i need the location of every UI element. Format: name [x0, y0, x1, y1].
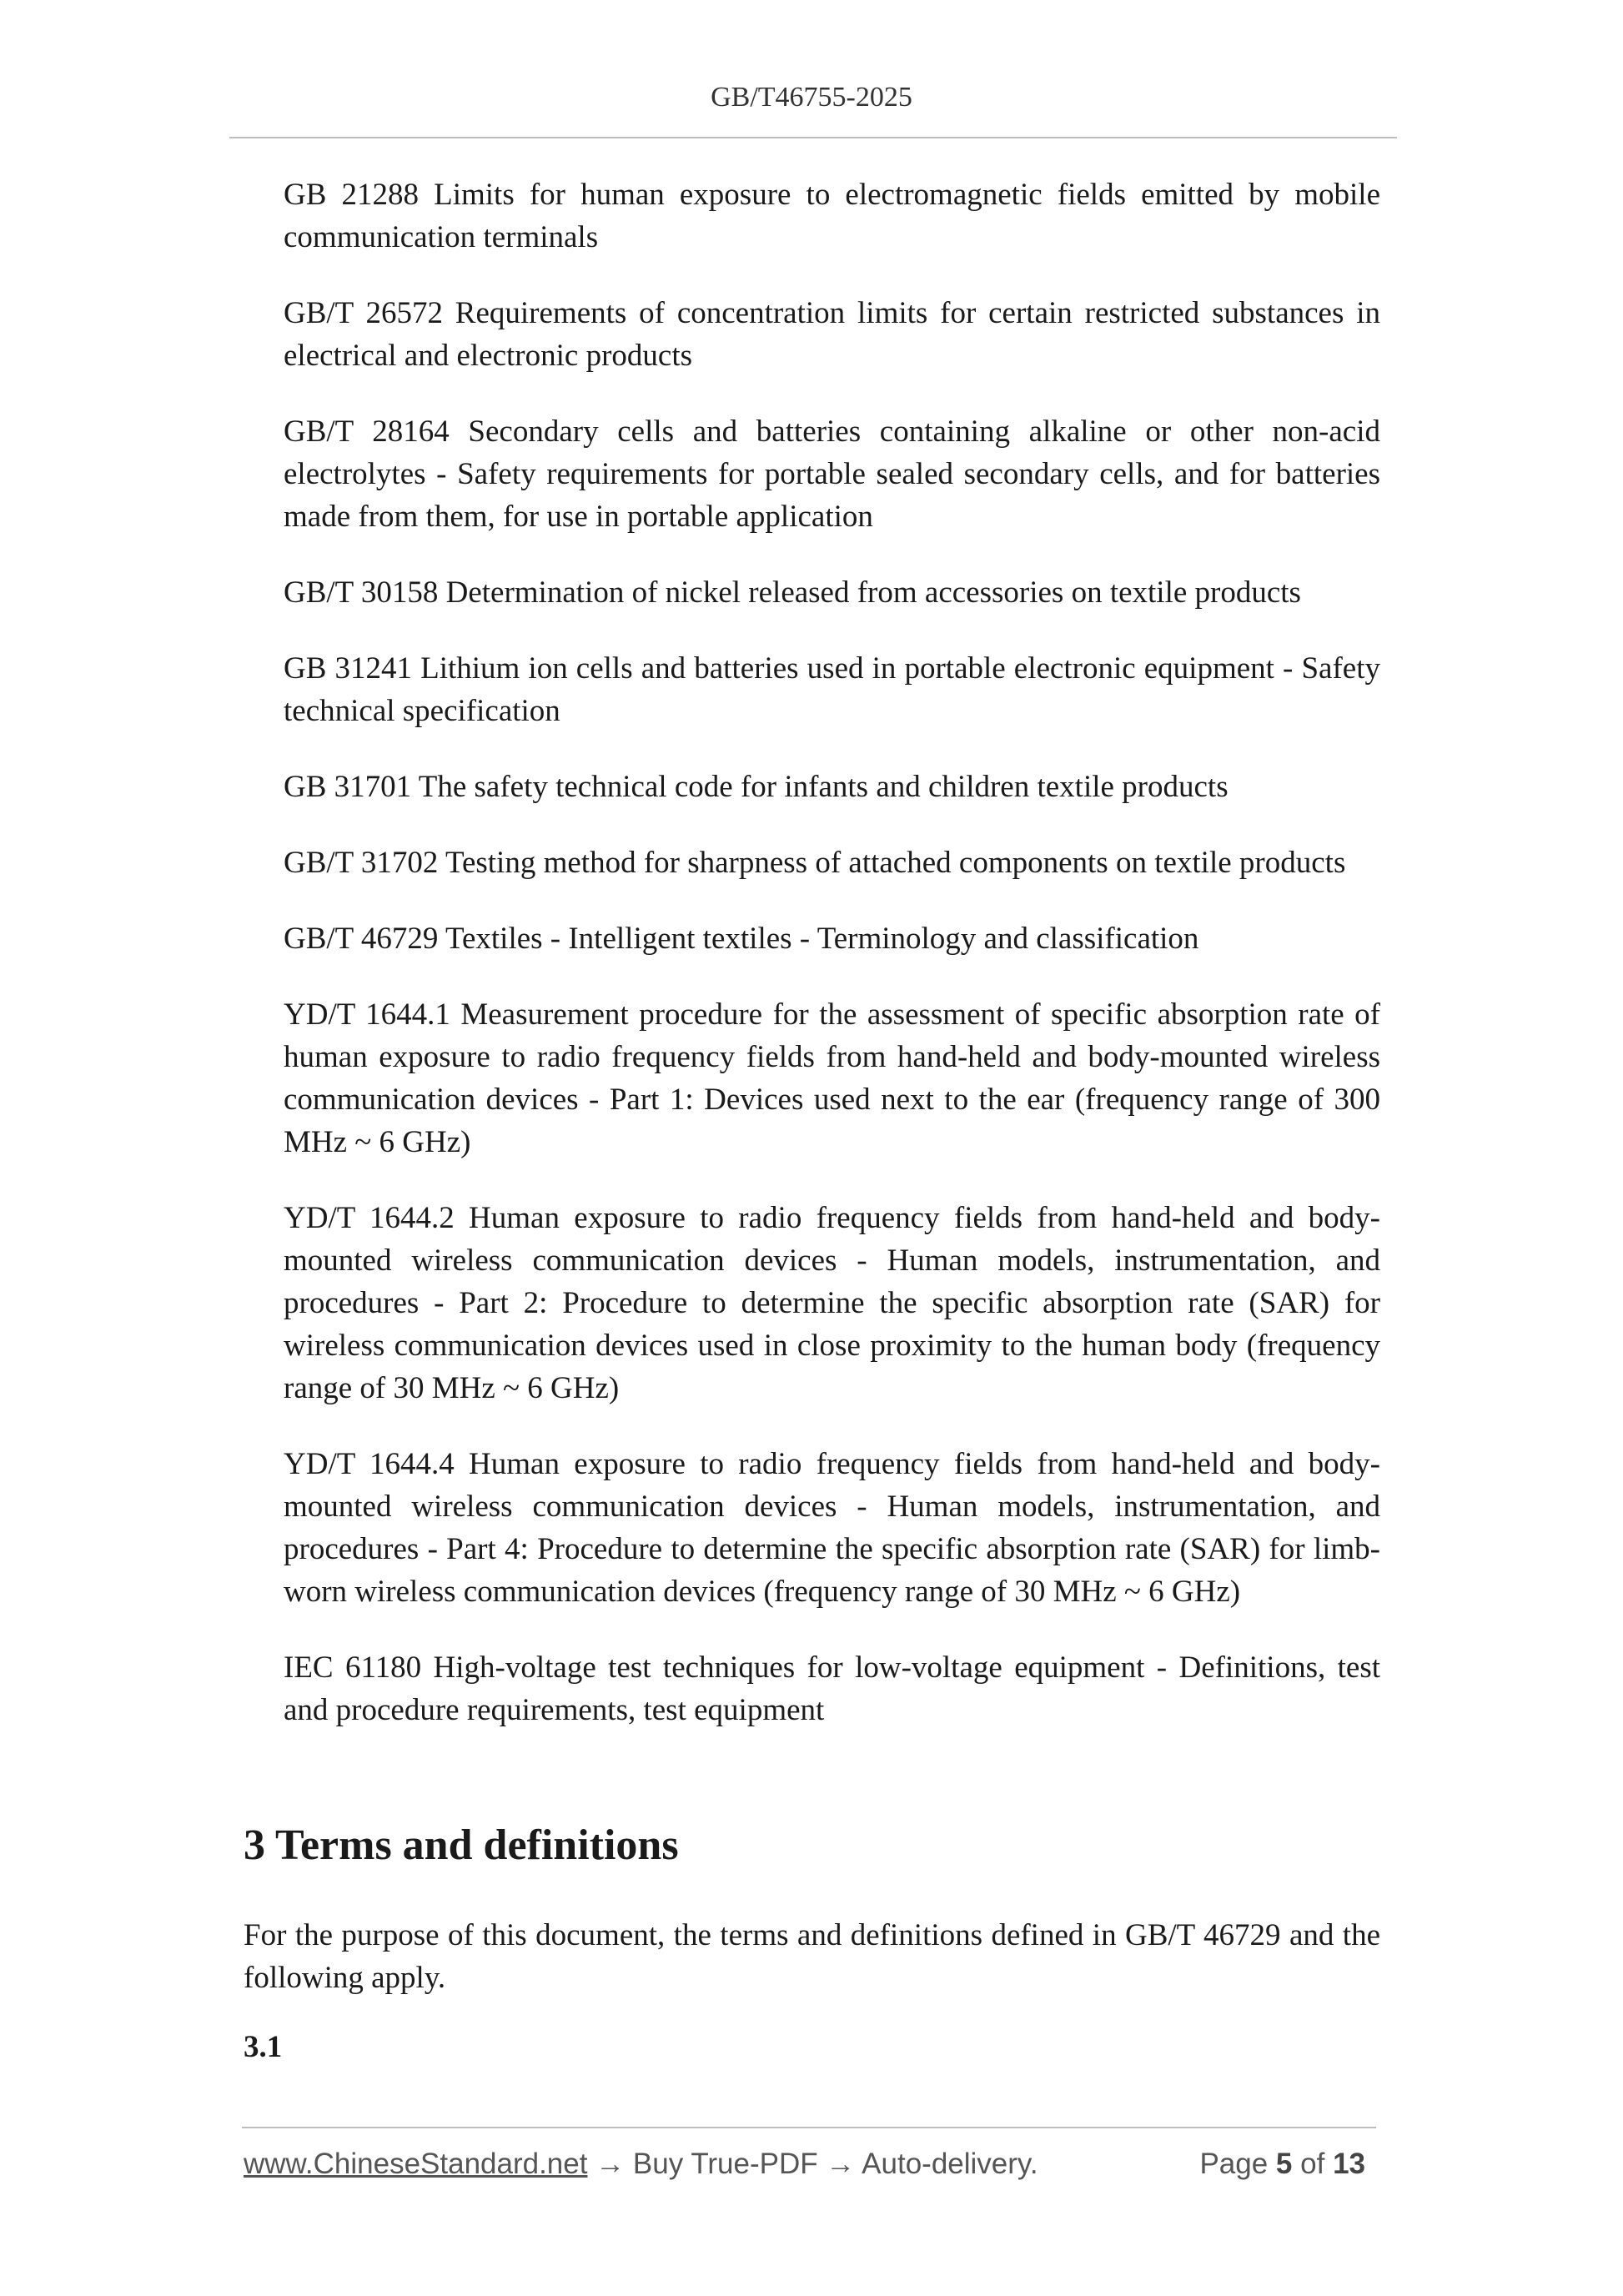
reference-item: IEC 61180 High-voltage test techniques for low-voltage equipment - Definitions, test and procedure requirements, test equipment — [284, 1650, 1380, 1727]
page-header: GB/T46755-2025 — [711, 82, 912, 113]
current-page-number: 5 — [1275, 2148, 1293, 2180]
reference-item: YD/T 1644.1 Measurement procedure for the assessment of specific absorption rate of human exposure to radio frequency fields from hand-held and body-mounted wireless communication devices - Part 1: Devices used next to the ear (frequency range of 300 MHz ~ 6 GHz) — [284, 997, 1380, 1159]
reference-item: GB/T 28164 Secondary cells and batteries containing alkaline or other non-acid electrolytes - Safety requirements for portable sealed secondary cells, and for batteries made from them, for use in portable application — [284, 414, 1380, 534]
normative-references-list — [284, 173, 1380, 1765]
of-label: of — [1300, 2148, 1325, 2180]
reference-item: GB/T 30158 Determination of nickel released from accessories on textile products — [284, 575, 1301, 610]
page-counter — [1199, 2148, 1365, 2181]
reference-item: GB 21288 Limits for human exposure to electromagnetic fields emitted by mobile communication terminals — [284, 178, 1380, 254]
page-label: Page — [1199, 2148, 1269, 2180]
footer-promo — [244, 2148, 1038, 2181]
reference-item: YD/T 1644.4 Human exposure to radio frequency fields from hand-held and body-mounted wireless communication devices - Human models, instrumentation, and procedures - Part 4: Procedure to determine the specific absorption rate (SAR) for limb-worn wireless communication devices (frequency range of 30 MHz ~ 6 GHz) — [284, 1447, 1380, 1609]
footer-promo-text: → Buy True-PDF → Auto-delivery. — [587, 2148, 1038, 2180]
reference-item: GB/T 26572 Requirements of concentration limits for certain restricted substances in electrical and electronic products — [284, 296, 1380, 373]
section-intro-text: For the purpose of this document, the terms and definitions defined in GB/T 46729 and the following apply. — [244, 1918, 1380, 1995]
total-pages-number: 13 — [1333, 2148, 1365, 2180]
subclause-number: 3.1 — [244, 2030, 283, 2064]
reference-item: GB 31241 Lithium ion cells and batteries used in portable electronic equipment - Safety technical specification — [284, 651, 1380, 728]
reference-item: YD/T 1644.2 Human exposure to radio frequency fields from hand-held and body-mounted wireless communication devices - Human models, instrumentation, and procedures - Part 2: Procedure to determine the specific absorption rate (SAR) for wireless communication devices used in close proximity to the human body (frequency range of 30 MHz ~ 6 GHz) — [284, 1201, 1380, 1405]
header-divider — [229, 137, 1397, 138]
reference-item: GB 31701 The safety technical code for infants and children textile products — [284, 770, 1229, 804]
terms-definitions-section — [244, 1821, 1380, 2068]
reference-item: GB/T 46729 Textiles - Intelligent textiles - Terminology and classification — [284, 922, 1199, 956]
website-link[interactable]: www.ChineseStandard.net — [244, 2148, 588, 2180]
reference-item: GB/T 31702 Testing method for sharpness of attached components on textile products — [284, 846, 1346, 880]
footer-divider — [242, 2127, 1376, 2128]
section-heading: 3 Terms and definitions — [244, 1821, 679, 1869]
